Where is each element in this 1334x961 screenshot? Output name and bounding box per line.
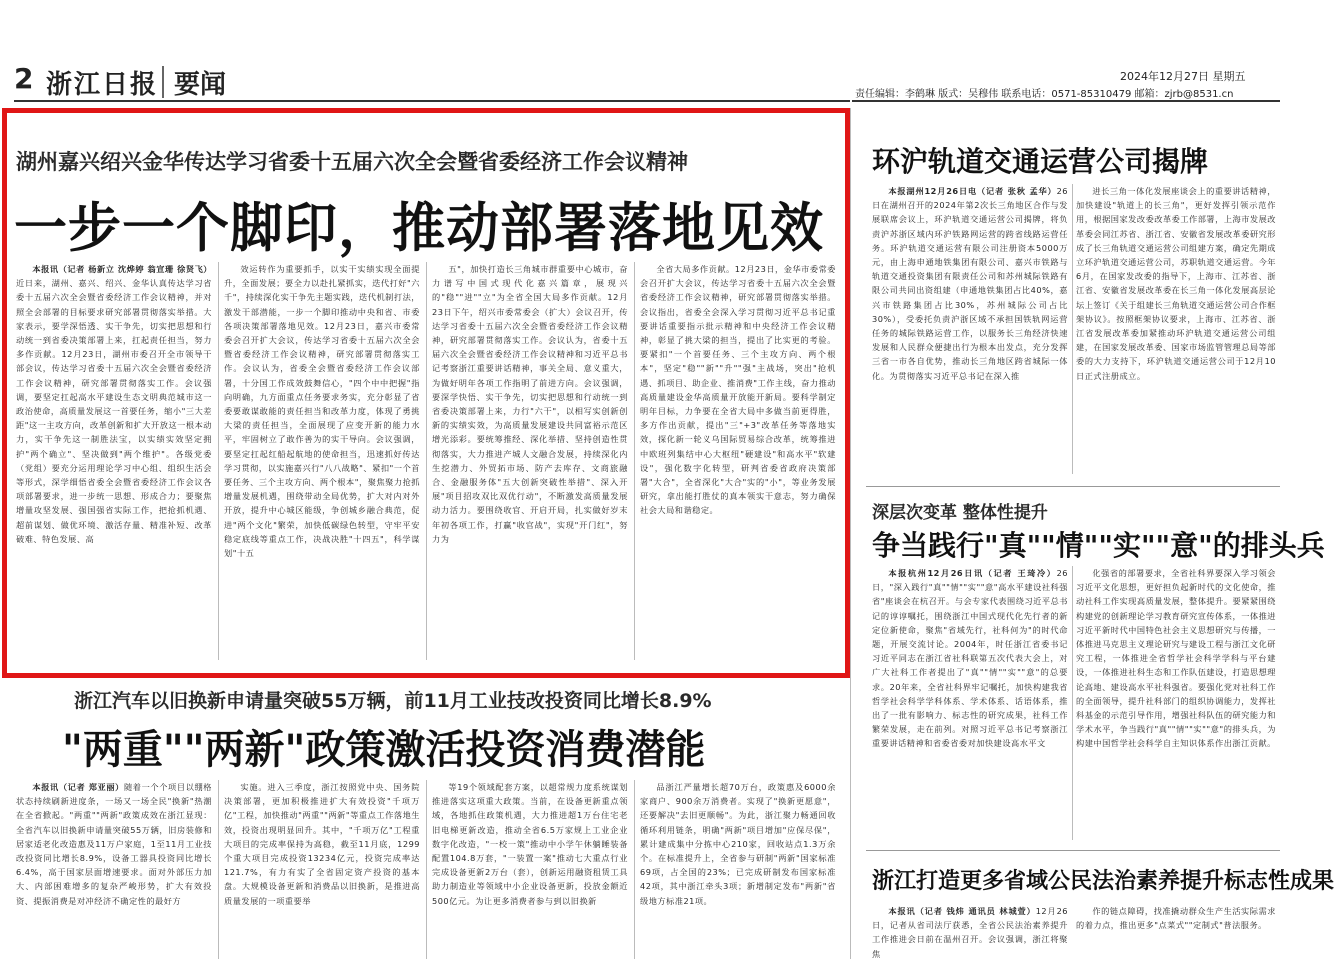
newspaper-logo: 浙江日报 (46, 70, 159, 100)
bottom-article-text: 等19个领域配套方案，以超常规力度系统谋划推进落实这项重大政策。当前，在设备更新重点领域，各地抓住政策机遇，大力推进超1万台住宅老旧电梯更新改造，推动全省6.5万家规上工业企业数字化改造，"一校一策"推动中小学午休躺睡装备配置104.8万套，"一装置一案"推动七大重点行业完成设备更新2万台（套），创新运用融资租赁工具助力制造业等领域中小企业设备更新，投放金额近500亿元。为让更多消费者参与到以旧换新 (432, 782, 628, 906)
right-bottom-headline: 浙江打造更多省域公民法治素养提升标志性成果 (872, 869, 1334, 894)
bottom-article-column-3 (432, 780, 628, 959)
page-number: 2 (14, 62, 34, 95)
main-article-column-2 (224, 262, 420, 660)
main-article-text: 效运转作为重要抓手，以实干实绩实现全面提升，全面发展；要全力以赴扎紧抓实，迭代打好"六千"，持续深化实干争先主题实践，迭代机制打法，激发干部潜能，一步一个脚印推动中央和省、市委各项决策部署落地见效。12月23日，嘉兴市委常委会召开扩大会议，传达学习省委十五届六次全会暨省委经济工作会议精神，研究部署贯彻落实工作。会议认为，省委全会暨省委经济工作会议部署，十分国工作成效鼓舞信心，"四个中中把握"指向明确，九方面重点任务要求务实，充分彰显了省委要敢谋敢能的责任担当和改革力度，体现了勇挑大梁的责任担当，全面展现了应变开新的能力水平，牢固树立了敢作善为的实干导向。会议强调，要坚定扛起红船起航地的使命担当，迅速抓好传达学习贯彻，以实施嘉兴行"八八战略"、紧扣"一个首要任务、三个主攻方向、两个根本"，聚焦聚力抢抓增量发展机遇，围绕带动全局优势，扩大对内对外开放，提升中心城区能级，争创城乡融合典范，促进"两个文化"繁荣，加快低碳绿色转型，守牢平安稳定底线等重点工作，决战决胜"十四五"，科学谋划"十五 (224, 264, 420, 559)
right-mid-column-1 (872, 566, 1068, 840)
right-bottom-text: 12月26日，记者从省司法厅获悉，全省公民法治素养提升工作推进会日前在温州召开。会议强调，浙江将聚焦 (872, 906, 1068, 959)
main-article-text: 近日来，湖州、嘉兴、绍兴、金华认真传达学习省委十五届六次全会暨省委经济工作会议精神，并对照全会部署的目标要求研究部署贯彻落实举措。大家表示，要学深悟透、实干争先，切实把思想和行动统一到省委决策部署上来，扛起责任担当，努力多作贡献。12月23日，湖州市委召开全市领导干部会议，传达学习省委十五届六次全会暨省委经济工作会议精神，研究部署贯彻落实工作。会议强调，要坚定扛起高水平建设生态文明典范城市这一政治使命，高质量发展这一首要任务，缩小"三大差距"这一主攻方向，改革创新和扩大开放这一根本动力，实干争先这一制胜法宝，以实绩实效坚定拥护"两个确立"、坚决做到"两个维护"。各级党委（党组）要充分运用理论学习中心组、组织生活会等形式，深学细悟省委全会暨省委经济工作会议各项部署要求，进一步统一思想、形成合力；要聚焦增量攻坚发展、强国强省实际工作，把抢抓机遇、超前谋划、做优环境、激活存量、精准补短、改革破难、特色发展、高 (16, 278, 212, 544)
right-top-text: 进长三角一体化发展座谈会上的重要讲话精神，加快建设"轨道上的长三角"，更好发挥引领示范作用，根据国家发改委改革委工作部署，上海市发展改革委会同江苏省、浙江省、安徽省发展改革委研究形成了长三角轨道交通运营公司组建方案，确定先期成立环沪轨道交通运营公司，苏职轨道交通运营。今年6月，在国家发改委的指导下，上海市、江苏省、浙江省、安徽省发展改革委在长三角一体化发展高层论坛上签订《关于组建长三角轨道交通运营公司合作框架协议》。按照框架协议要求，上海市、江苏省、浙江省发展改革委加紧推动环沪轨道交通运营公司组建，在国家发展改革委、国家市场监管管理总局等部委的大力支持下，环沪轨道交通运营公司于12月10日正式注册成立。 (1076, 186, 1276, 381)
column-divider (218, 262, 219, 660)
right-mid-text: 26日，"深入践行"真""情""实""意"高水平建设社科强省"座谈会在杭召开。与会专家代表围绕习近平总书记的谆谆嘱托，围绕浙江中国式现代化先行者的新定位新使命，聚焦"省域先行，社科何为"的时代命题，开展交流讨论。2004年，时任浙江省委书记习近平同志在浙江省社科联第五次代表大会上，对广大社科工作者提出了"真""情""实""意"的总要求。20年来，全省社科界牢记嘱托，加快构建我省哲学社会科学学科体系、学术体系、话语体系，推出了一批有影响力、标志性的研究成果，社科工作繁荣发展，走在前列。对照习近平总书记考察浙江重要讲话精神和省委省委对加快建设高水平文 (872, 568, 1068, 749)
right-top-column-1 (872, 184, 1068, 474)
right-top-column-2 (1076, 184, 1276, 474)
column-divider (634, 262, 635, 660)
bottom-article-byline: 本报讯（记者 郑亚丽） (32, 782, 124, 792)
main-article-text: 五"，加快打造长三角城市群重要中心城市，奋力谱写中国式现代化嘉兴篇章，展现兴的"稳""进""立"为全省全国大局多作贡献。12月23日下午，绍兴市委常委会（扩大）会议召开，传达学习省委十五届六次全会暨省委经济工作会议精神，研究部署贯彻落实工作。会议认为，省委十五届六次全会暨省委经济工作会议精神和习近平总书记考察浙江重要讲话精神，事关全局、意义重大，为做好明年各项工作指明了前进方向。会议强调，要深学快悟、实干争先，切实把思想和行动统一到省委决策部署上来，力行"六干"，以相写实创新创新的实绩实效，为高质量发展建设共同富裕示范区增光添彩。要统筹推经、深化举措、坚持创造性贯彻落实，大力推进产城人文融合发展，持续深化内生挖潜力、外贸拓市场、防产去库存、文商旅融合、金融服务体"五大创新突破性举措"、深入开展"项目招攻双比双优行动"，不断激发高质量发展动力活力。要围绕收官、开启开局，扎实做好岁末年初各项工作，打赢"收官战"，实现"开门红"，努力为 (432, 264, 628, 544)
main-article-headline: 一步一个脚印，推动部署落地见效 (14, 198, 824, 259)
right-mid-text: 化强省的部署要求，全省社科界要深入学习领会习近平文化思想，更好担负起新时代的文化使命，推动社科工作实现高质量发展，整体提升。要紧紧围绕构建党的创新理论学习教育研究宣传体系，一体推进习近平新时代中国特色社会主义思想研究与传播，一体推进马克思主义理论研究与建设工程与浙江文化研究工程，一体推进全省哲学社会科学学科与平台建设，一体推进社科生态和工作队伍建设，打造思想理论高地、建设高水平社科强省。要强化党对社科工作的全面领导，提升社科部门的组织协调能力，发挥社科基金的示范引导作用，增强社科队伍的研究能力和学术水平，争当践行"真""情""实""意"的排头兵，为构建中国哲学社会科学自主知识体系作出浙江贡献。 (1076, 568, 1276, 749)
column-divider (1072, 566, 1073, 840)
right-bottom-byline: 本报讯（记者 钱炜 通讯员 林城萱） (888, 906, 1036, 916)
right-top-text: 26日在湖州召开的2024年第2次长三角地区合作与发展联席会议上，环沪轨道交通运营公司揭牌，将负责沪苏浙区域内环沪铁路网运营的跨省线路运营任务。环沪轨道交通运营有限公司注册资本5000万元，由上海申通地铁集团有限公司、嘉兴市铁路与轨道交通投资集团有限责任公司和苏州城际铁路有限公司共同出资组建（申通地铁集团占比40%，嘉兴市铁路集团占比30%，苏州城际公司占比30%），受委托负责沪浙区域不承担国铁轨网运营任务的城际铁路运营工作，以服务长三角经济快速发展和人民群众便捷出行为根本出发点，充分发挥三省一市各自优势，推动长三角地区跨省城际一体化。为贯彻落实习近平总书记在深入推 (872, 186, 1068, 381)
right-bottom-column-1 (872, 904, 1068, 959)
main-article-text: 全省大局多作贡献。12月23日，金华市委常委会召开扩大会议，传达学习省委十五届六次全会暨省委经济工作会议精神，研究部署贯彻落实举措。会议指出，省委全会深入学习贯彻习近平总书记重要讲话重要指示批示精神和中央经济工作会议精神，彰显了挑大梁的担当，提出了比实更的考验。要紧扣"一个首要任务、三个主攻方向、两个根本"，坚定"稳""新""升""强"主战场，突出"抢机遇、抓项目、助企业、推消费"工作主线，奋力推动高质量建设金华高质量开放能开新局。要科学制定明年目标，力争要在全省大局中多做当前更得胜，多方作出贡献，提出"三"+3"改革任务等落地实效，探化新一轮义乌国际贸易综合改革，统筹推进中欧班列集结中心大枢纽"硬建设"和高水平"软建设"，强化数字化转型，研判省委省政府决策部署"大合"，全省深化"大合"实的"小"，等业务发展研究，拿出能打胜仗的真本领实干意志，努力确保社会大局和谐稳定。 (640, 264, 836, 516)
right-mid-headline: 争当践行"真""情""实""意"的排头兵 (872, 529, 1325, 562)
section-divider (866, 486, 1280, 487)
section-title: 要闻 (174, 70, 227, 100)
bottom-article-column-4 (640, 780, 836, 959)
bottom-article-headline: "两重""两新"政策激活投资消费潜能 (62, 727, 706, 773)
bottom-article-text: 品浙江严量增长超70万台，政策惠及6000余家商户、900余万消费者。实现了"换新更愿意"，还要解决"去旧更顺畅"。为此，浙江聚力畅通回收循环利用链条，明确"两新"项目增加"应保尽保"，累计建成集中分拣中心210家，回收站点1.3万余个。在标准提升上，全省参与研制"两新"国家标准69项，占全国的23%；已完成研制发布国家标准42项，其中浙江牵头3项；新增制定发布"两新"省级地方标准21项。 (640, 782, 836, 906)
column-divider (1072, 184, 1073, 474)
issue-date: 2024年12月27日 星期五 (1120, 70, 1246, 83)
bottom-article-text: 实施。进入三季度，浙江按照党中央、国务院决策部署，更加积极推进扩大有效投资"千项万亿"工程，加快推动"两重""两新"等重点工作落地生效，投资出现明显回升。其中，"千项万亿"工程重大项目的完成率保持为高稳，截至11月底，1299个重大项目完成投资13234亿元，投资完成率达121.7%，有力有实了全省固定资产投资的基本盘。大规模设备更新和消费品以旧换新，是推进高质量发展的一项重要举 (224, 782, 420, 906)
masthead-divider (162, 66, 164, 98)
page-column-divider (850, 108, 851, 959)
main-article-column-3 (432, 262, 628, 660)
section-divider (866, 850, 1280, 851)
masthead-rule-right (852, 100, 1280, 102)
column-divider (426, 262, 427, 660)
bottom-article-column-1 (16, 780, 212, 959)
masthead-rule-left (14, 100, 850, 102)
column-divider (426, 780, 427, 959)
right-mid-kicker: 深层次变革 整体性提升 (872, 503, 1048, 523)
bottom-article-kicker: 浙江汽车以旧换新申请量突破55万辆，前11月工业技改投资同比增长8.9% (74, 690, 712, 712)
bottom-article-column-2 (224, 780, 420, 959)
right-mid-byline: 本报杭州12月26日讯（记者 王琦冷） (888, 568, 1057, 578)
main-article-column-1 (16, 262, 212, 660)
right-mid-column-2 (1076, 566, 1276, 840)
column-divider (634, 780, 635, 959)
editor-credits: 责任编辑：李鹤琳 版式：吴穆伟 联系电话：0571-85310479 邮箱：zjrb@8531.cn (855, 89, 1234, 100)
main-article-column-4 (640, 262, 836, 660)
right-bottom-column-2 (1076, 904, 1276, 959)
main-article-byline: 本报讯（记者 杨新立 沈烨婷 翁宣珊 徐贤飞） (32, 264, 212, 274)
right-top-headline: 环沪轨道交通运营公司揭牌 (872, 145, 1209, 178)
column-divider (218, 780, 219, 959)
right-bottom-text: 作的链点障碍，找准撬动群众生产生活实际需求的着力点，推出更多"点菜式""定制式"普法服务。 (1076, 906, 1276, 931)
main-article-kicker: 湖州嘉兴绍兴金华传达学习省委十五届六次全会暨省委经济工作会议精神 (16, 150, 688, 174)
bottom-article-text: 随着一个个项目以绷格状态持续刷新进度条，一场又一场全民"换新"热潮在全省掀起。"两重""两新"政策成效在浙江显现：全省汽车以旧换新申请量突破55万辆，旧房装修和居家适老化改造惠及11万户家庭，1至11月工业技改投资同比增长8.9%，设备工器具投资同比增长6.4%，高于国家层面增速要求。面对外部压力加大、内部困难增多的复杂严峻形势，扩大有效投资、提振消费是对冲经济不确定性的最好方 (16, 782, 212, 906)
right-top-byline: 本报湖州12月26日电（记者 张秋 孟华） (888, 186, 1057, 196)
